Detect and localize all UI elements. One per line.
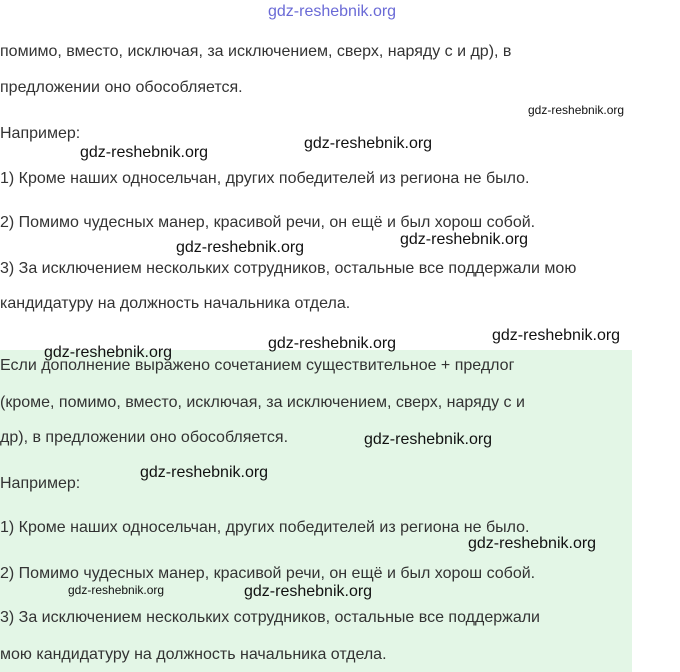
- section2-line2: (кроме, помимо, вместо, исключая, за исключением, сверх, наряду с и: [0, 394, 525, 411]
- watermark: gdz-reshebnik.org: [176, 239, 305, 256]
- watermark: gdz-reshebnik.org: [140, 464, 269, 481]
- watermark: gdz-reshebnik.org: [400, 231, 529, 248]
- watermark: gdz-reshebnik.org: [528, 103, 625, 117]
- section2-example-1: 1) Кроме наших односельчан, других победителей из региона не было.: [0, 519, 530, 536]
- section1-example-1: 1) Кроме наших односельчан, других победителей из региона не было.: [0, 170, 530, 187]
- watermark-top: gdz-reshebnik.org: [268, 3, 397, 20]
- section2-line3: др), в предложении оно обособляется.: [0, 429, 289, 446]
- section1-example-3-line1: 3) За исключением нескольких сотрудников, остальные все поддержали мою: [0, 260, 577, 277]
- section1-example-3-line2: кандидатуру на должность начальника отдела.: [0, 295, 351, 312]
- section2-example-label: Например:: [0, 475, 81, 492]
- section2-example-2: 2) Помимо чудесных манер, красивой речи, он ещё и был хорош собой.: [0, 565, 536, 582]
- watermark: gdz-reshebnik.org: [244, 583, 373, 600]
- section2-line1: Если дополнение выражено сочетанием существительное + предлог: [0, 357, 515, 374]
- watermark: gdz-reshebnik.org: [492, 327, 621, 344]
- watermark: gdz-reshebnik.org: [364, 431, 493, 448]
- watermark: gdz-reshebnik.org: [80, 144, 209, 161]
- section1-line2: предложении оно обособляется.: [0, 79, 243, 96]
- watermark: gdz-reshebnik.org: [44, 344, 173, 361]
- section1-line1: помимо, вместо, исключая, за исключением, сверх, наряду с и др), в: [0, 43, 512, 60]
- watermark: gdz-reshebnik.org: [304, 135, 433, 152]
- watermark: gdz-reshebnik.org: [68, 583, 165, 597]
- section1-example-2: 2) Помимо чудесных манер, красивой речи, он ещё и был хорош собой.: [0, 214, 536, 231]
- watermark: gdz-reshebnik.org: [468, 535, 597, 552]
- section2-example-3-line1: 3) За исключением нескольких сотрудников, остальные все поддержали: [0, 609, 540, 626]
- section1-example-label: Например:: [0, 125, 81, 142]
- watermark: gdz-reshebnik.org: [268, 335, 397, 352]
- section2-example-3-line2: мою кандидатуру на должность начальника отдела.: [0, 646, 387, 663]
